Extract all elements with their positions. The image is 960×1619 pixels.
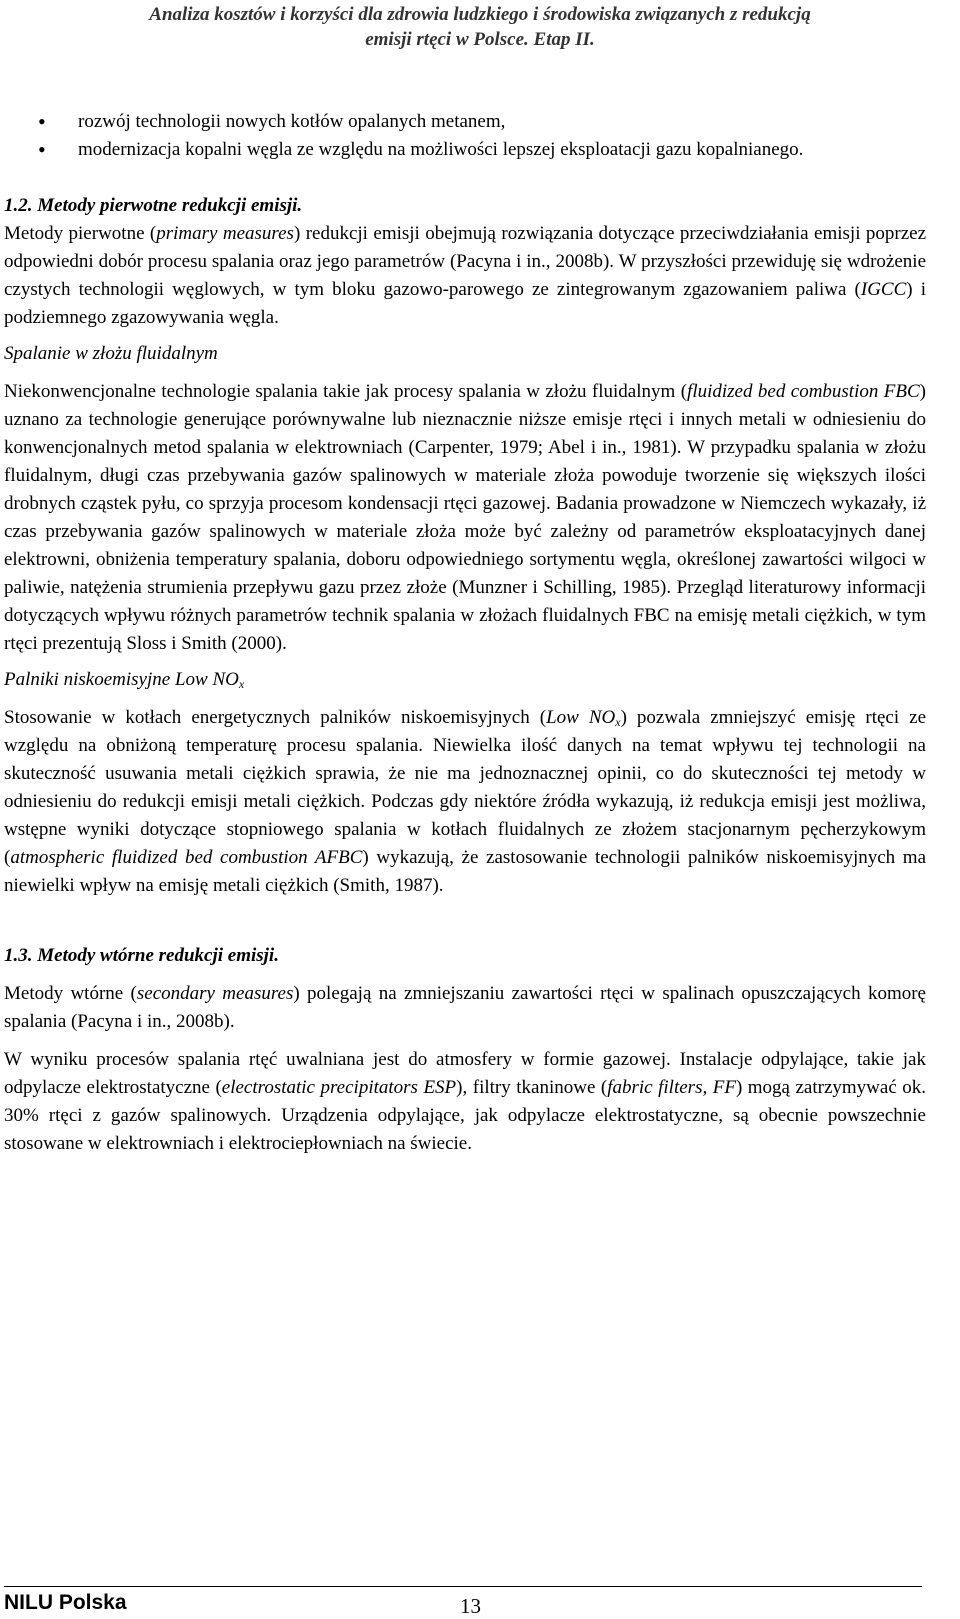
header-line-2: emisji rtęci w Polsce. Etap II. — [365, 29, 595, 50]
footer-rule — [4, 1586, 922, 1587]
bullet-item: • modernizacja kopalni węgla ze względu na możliwości lepszej eksploatacji gazu kopalnianego. — [4, 136, 926, 164]
paragraph-primary-measures: Metody pierwotne (primary measures) redukcji emisji obejmują rozwiązania dotyczące przeciwdziałania emisji poprzez odpowiedni dobór procesu spalania oraz jego parametrów (Pacyna i in., 2008b). W przyszłości przewiduję się wdrożenie czystych technologii węglowych, w tym bloku gazowo-parowego ze zintegrowanym zgazowaniem paliwa (IGCC) i podziemnego zgazowywania węgla. — [4, 223, 927, 328]
footer-organization: NILU Polska — [4, 1591, 127, 1614]
paragraph-fluidized-bed: Niekonwencjonalne technologie spalania takie jak procesy spalania w złożu fluidalnym (fluidized bed combustion FBC) uznano za technologie generujące porównywalne lub nieznacznie niższe emisje rtęci i innych metali w odniesieniu do konwencjonalnych metod spalania w elektrowniach (Carpenter, 1979; Abel i in., 1981). W przypadku spalania w złożu fluidalnym, długi czas przebywania gazów spalinowych w materiale złoża powoduje tworzenie się większych ilości drobnych cząstek pyłu, co sprzyja procesom kondensacji rtęci gazowej. Badania prowadzone w Niemczech wykazały, iż czas przebywania gazów spalinowych w materiale złoża może być zależny od parametrów eksploatacyjnych danej elektrowni, obniżenia temperatury spalania, doboru odpowiedniego sortymentu węgla, określonej zawartości wilgoci w paliwie, natężenia strumienia przepływu gazu przez złoże (Munzner i Schilling, 1985). Przegląd literaturowy informacji dotyczących wpływu różnych parametrów technik spalania w złożach fluidalnych FBC na emisję metali ciężkich, w tym rtęci prezentują Sloss i Smith (2000). — [4, 381, 926, 654]
page-number: 13 — [460, 1594, 481, 1618]
subheading-low-nox: Palniki niskoemisyjne Low $NO_x$ — [4, 669, 245, 691]
header-line-1: Analiza kosztów i korzyści dla zdrowia ludzkiego i środowiska związanych z redukcją — [149, 4, 811, 25]
paragraph-secondary-measures: Metody wtórne (secondary measures) polegają na zmniejszaniu zawartości rtęci w spalinach opuszczających komorę spalania (Pacyna i in., 2008b). — [4, 983, 926, 1032]
section-heading-1-3: 1.3. Metody wtórne redukcji emisji. — [4, 945, 279, 966]
running-header — [0, 2, 960, 52]
subheading-fluidized-bed: Spalanie w złożu fluidalnym — [4, 343, 218, 364]
bullet-list — [4, 108, 926, 164]
document-body — [4, 108, 926, 1158]
section-heading-1-2: 1.2. Metody pierwotne redukcji emisji. — [4, 195, 303, 216]
paragraph-low-nox: Stosowanie w kotłach energetycznych palników niskoemisyjnych (Low $NO_x$) pozwala zmniejszyć emisję rtęci ze względu na obniżoną temperaturę procesu spalania. Niewielka ilość danych na temat wpływu tej technologii na skuteczność usuwania metali ciężkich sprawia, że nie ma jednoznacznej opinii, co do skuteczności tej metody w odniesieniu do redukcji emisji metali ciężkich. Podczas gdy niektóre źródła wykazują, iż redukcja emisji jest możliwa, wstępne wyniki dotyczące stopniowego spalania w kotłach fluidalnych ze złożem stacjonarnym pęcherzykowym (atmospheric fluidized bed combustion AFBC) wykazują, że zastosowanie technologii palników niskoemisyjnych ma niewielki wpływ na emisję metali ciężkich (Smith, 1987). — [4, 707, 927, 896]
bullet-item: • rozwój technologii nowych kotłów opalanych metanem, — [4, 108, 926, 136]
paragraph-dust-removal: W wyniku procesów spalania rtęć uwalniana jest do atmosfery w formie gazowej. Instalacje odpylające, takie jak odpylacze elektrostatyczne (electrostatic precipitators ESP), filtry tkaninowe (fabric filters, FF) mogą zatrzymywać ok. 30% rtęci z gazów spalinowych. Urządzenia odpylające, jak odpylacze elektrostatyczne, są obecnie powszechnie stosowane w elektrowniach i elektrociepłowniach na świecie. — [4, 1049, 927, 1154]
